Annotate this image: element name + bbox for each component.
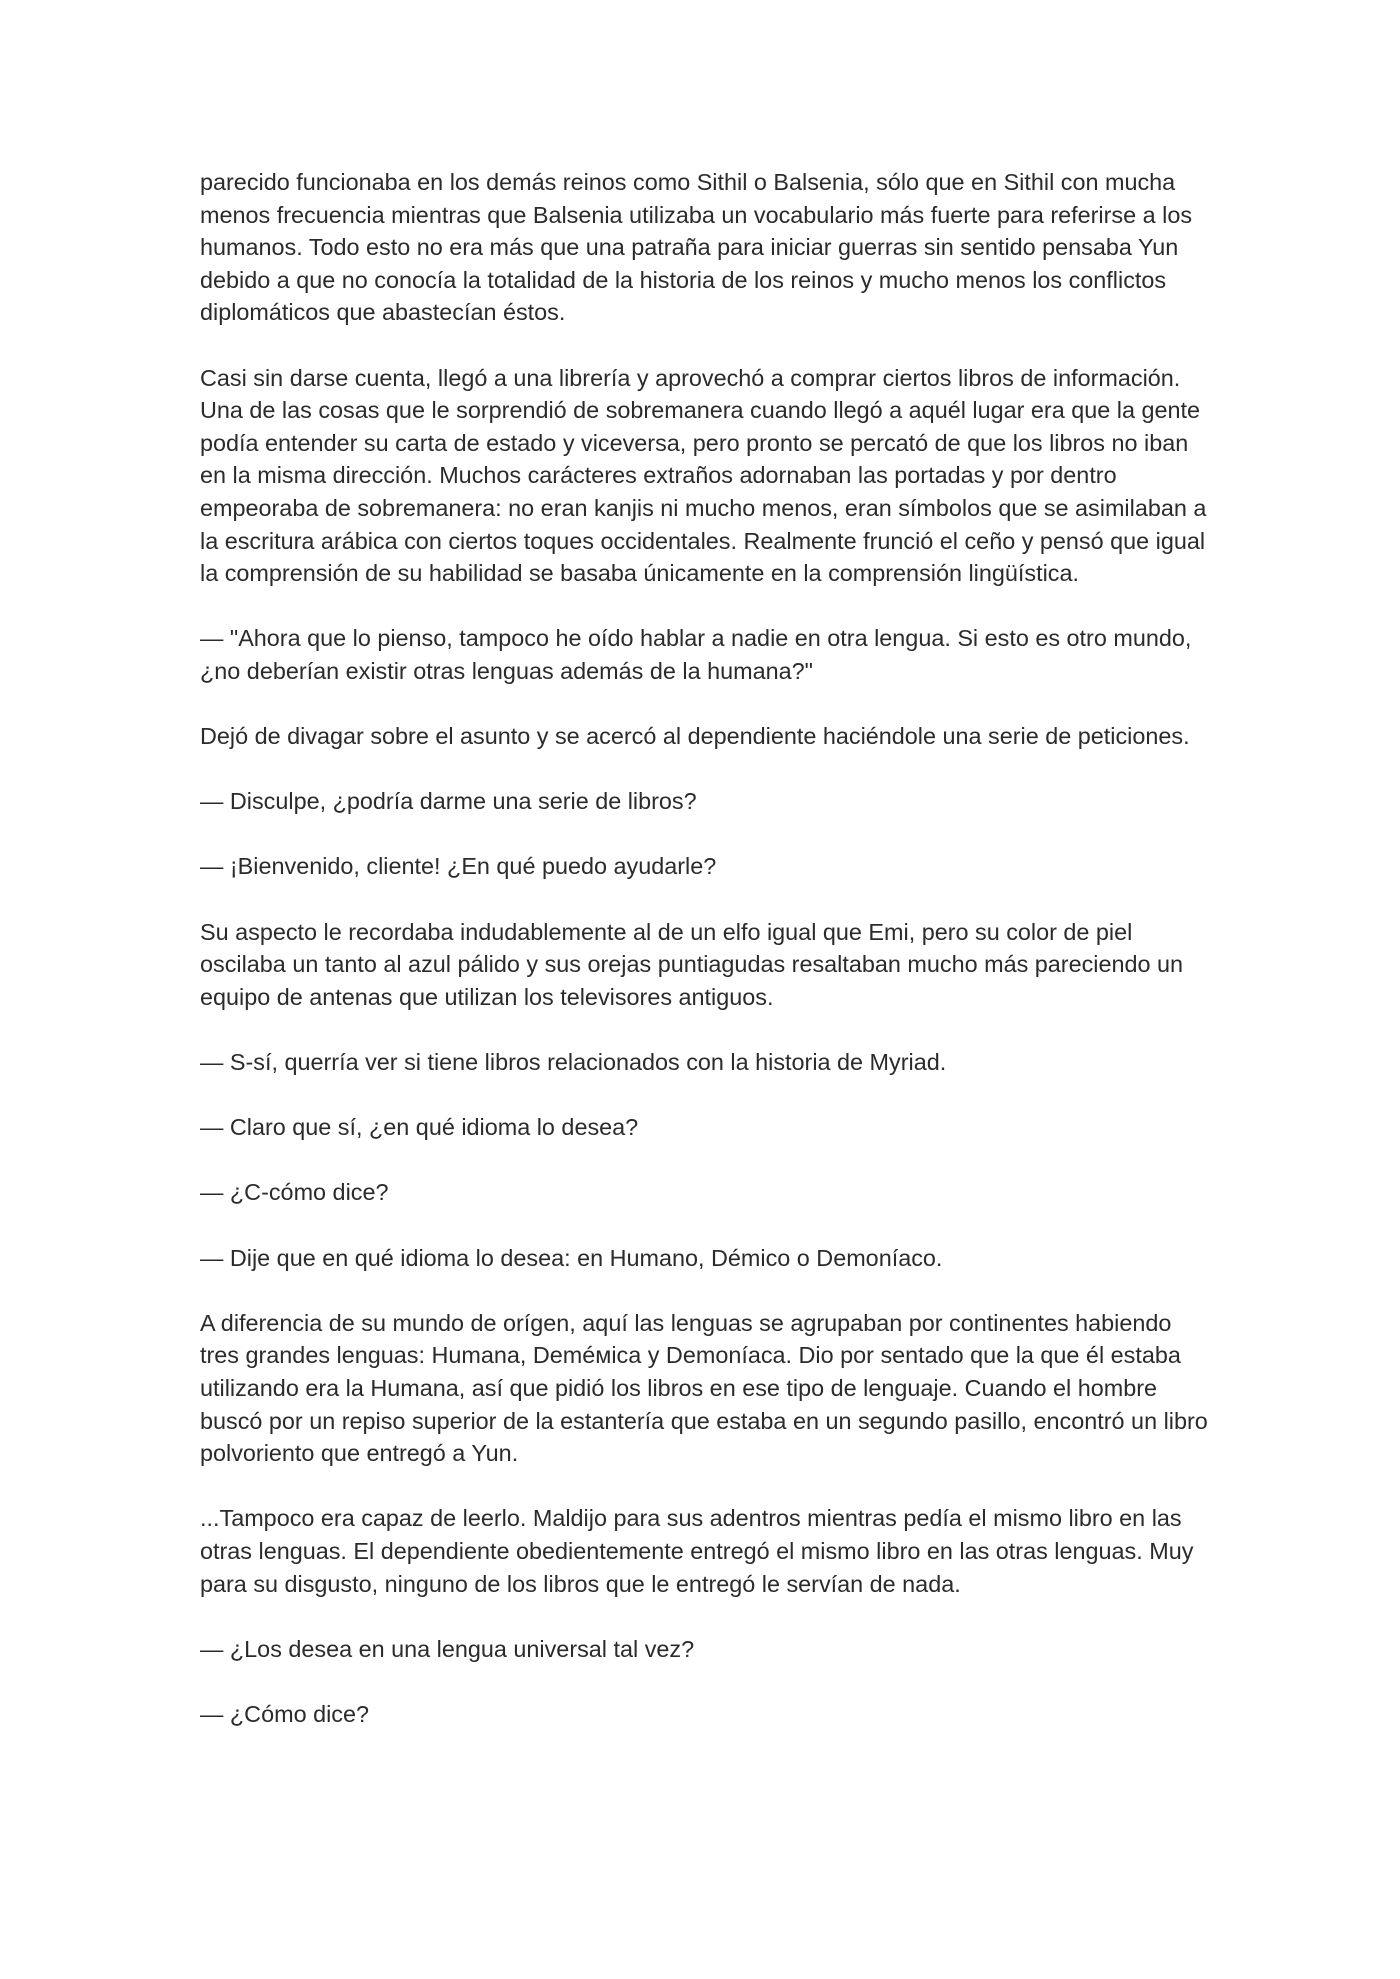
paragraph-dialogue-myriad: — S-sí, querría ver si tiene libros relacionados con la historia de Myriad. — [200, 1049, 947, 1076]
body-text — [200, 166, 1210, 1763]
paragraph-dialogue-idioma: — Claro que sí, ¿en qué idioma lo desea? — [200, 1114, 639, 1141]
paragraph-narration-libreria: Casi sin darse cuenta, llegó a una librería y aprovechó a comprar ciertos libros de información. Una de las cosas que le sorprendió de sobremanera cuando llegó a aquél lugar era que la gente podía entender su carta de estado y viceversa, pero pronto se percató de que los libros no iban en la misma dirección. Muchos carácteres extraños adornaban las portadas y por dentro empeoraba de sobremanera: no eran kanjis ni mucho menos, eran símbolos que se asimilaban a la escritura arábica con ciertos toques occidentales. Realmente frunció el ceño y pensó que igual la comprensión de su habilidad se basaba únicamente en la comprensión lingüística. — [200, 364, 1207, 587]
paragraph-dialogue-dije: — Dije que en qué idioma lo desea: en Humano, Démico o Demoníaco. — [200, 1244, 943, 1271]
paragraph-dialogue-disculpe: — Disculpe, ¿podría darme una serie de libros? — [200, 788, 697, 815]
paragraph-dialogue-universal: — ¿Los desea en una lengua universal tal vez? — [200, 1635, 695, 1662]
paragraph-dialogue-thought: — "Ahora que lo pienso, tampoco he oído hablar a nadie en otra lengua. Si esto es otro mundo, ¿no deberían existir otras lenguas además de la humana?" — [200, 625, 1192, 684]
paragraph-narration-reinos: parecido funcionaba en los demás reinos como Sithil o Balsenia, sólo que en Sithil con mucha menos frecuencia mientras que Balsenia utilizaba un vocabulario más fuerte para referirse a los humanos. Todo esto no era más que una patraña para iniciar guerras sin sentido pensaba Yun debido a que no conocía la totalidad de la historia de los reinos y mucho menos los conflictos diplomáticos que abastecían éstos. — [200, 169, 1193, 326]
paragraph-dialogue-como-dice-2: — ¿Cómo dice? — [200, 1700, 369, 1727]
paragraph-narration-dependiente: Dejó de divagar sobre el asunto y se acercó al dependiente haciéndole una serie de peticiones. — [200, 723, 1190, 750]
paragraph-dialogue-como-dice-1: — ¿C-cómo dice? — [200, 1179, 389, 1206]
paragraph-dialogue-bienvenido: — ¡Bienvenido, cliente! ¿En qué puedo ayudarle? — [200, 853, 717, 880]
paragraph-narration-aspecto: Su aspecto le recordaba indudablemente al de un elfo igual que Emi, pero su color de piel oscilaba un tanto al azul pálido y sus orejas puntiagudas resaltaban mucho más pareciendo un equipo de antenas que utilizan los televisores antiguos. — [200, 918, 1184, 1010]
paragraph-narration-tampoco: ...Tampoco era capaz de leerlo. Maldijo para sus adentros mientras pedía el mismo libro en las otras lenguas. El dependiente obedientemente entregó el mismo libro en las otras lenguas. Muy para su disgusto, ninguno de los libros que le entregó le servían de nada. — [200, 1505, 1194, 1597]
paragraph-narration-lenguas: A diferencia de su mundo de orígen, aquí las lenguas se agrupaban por continentes habiendo tres grandes lenguas: Humana, Deméмica y Demoníaca. Dio por sentado que la que él estaba utilizando era la Humana, así que pidió los libros en ese tipo de lenguaje. Cuando el hombre buscó por un repiso superior de la estantería que estaba en un segundo pasillo, encontró un libro polvoriento que entregó a Yun. — [200, 1309, 1208, 1467]
